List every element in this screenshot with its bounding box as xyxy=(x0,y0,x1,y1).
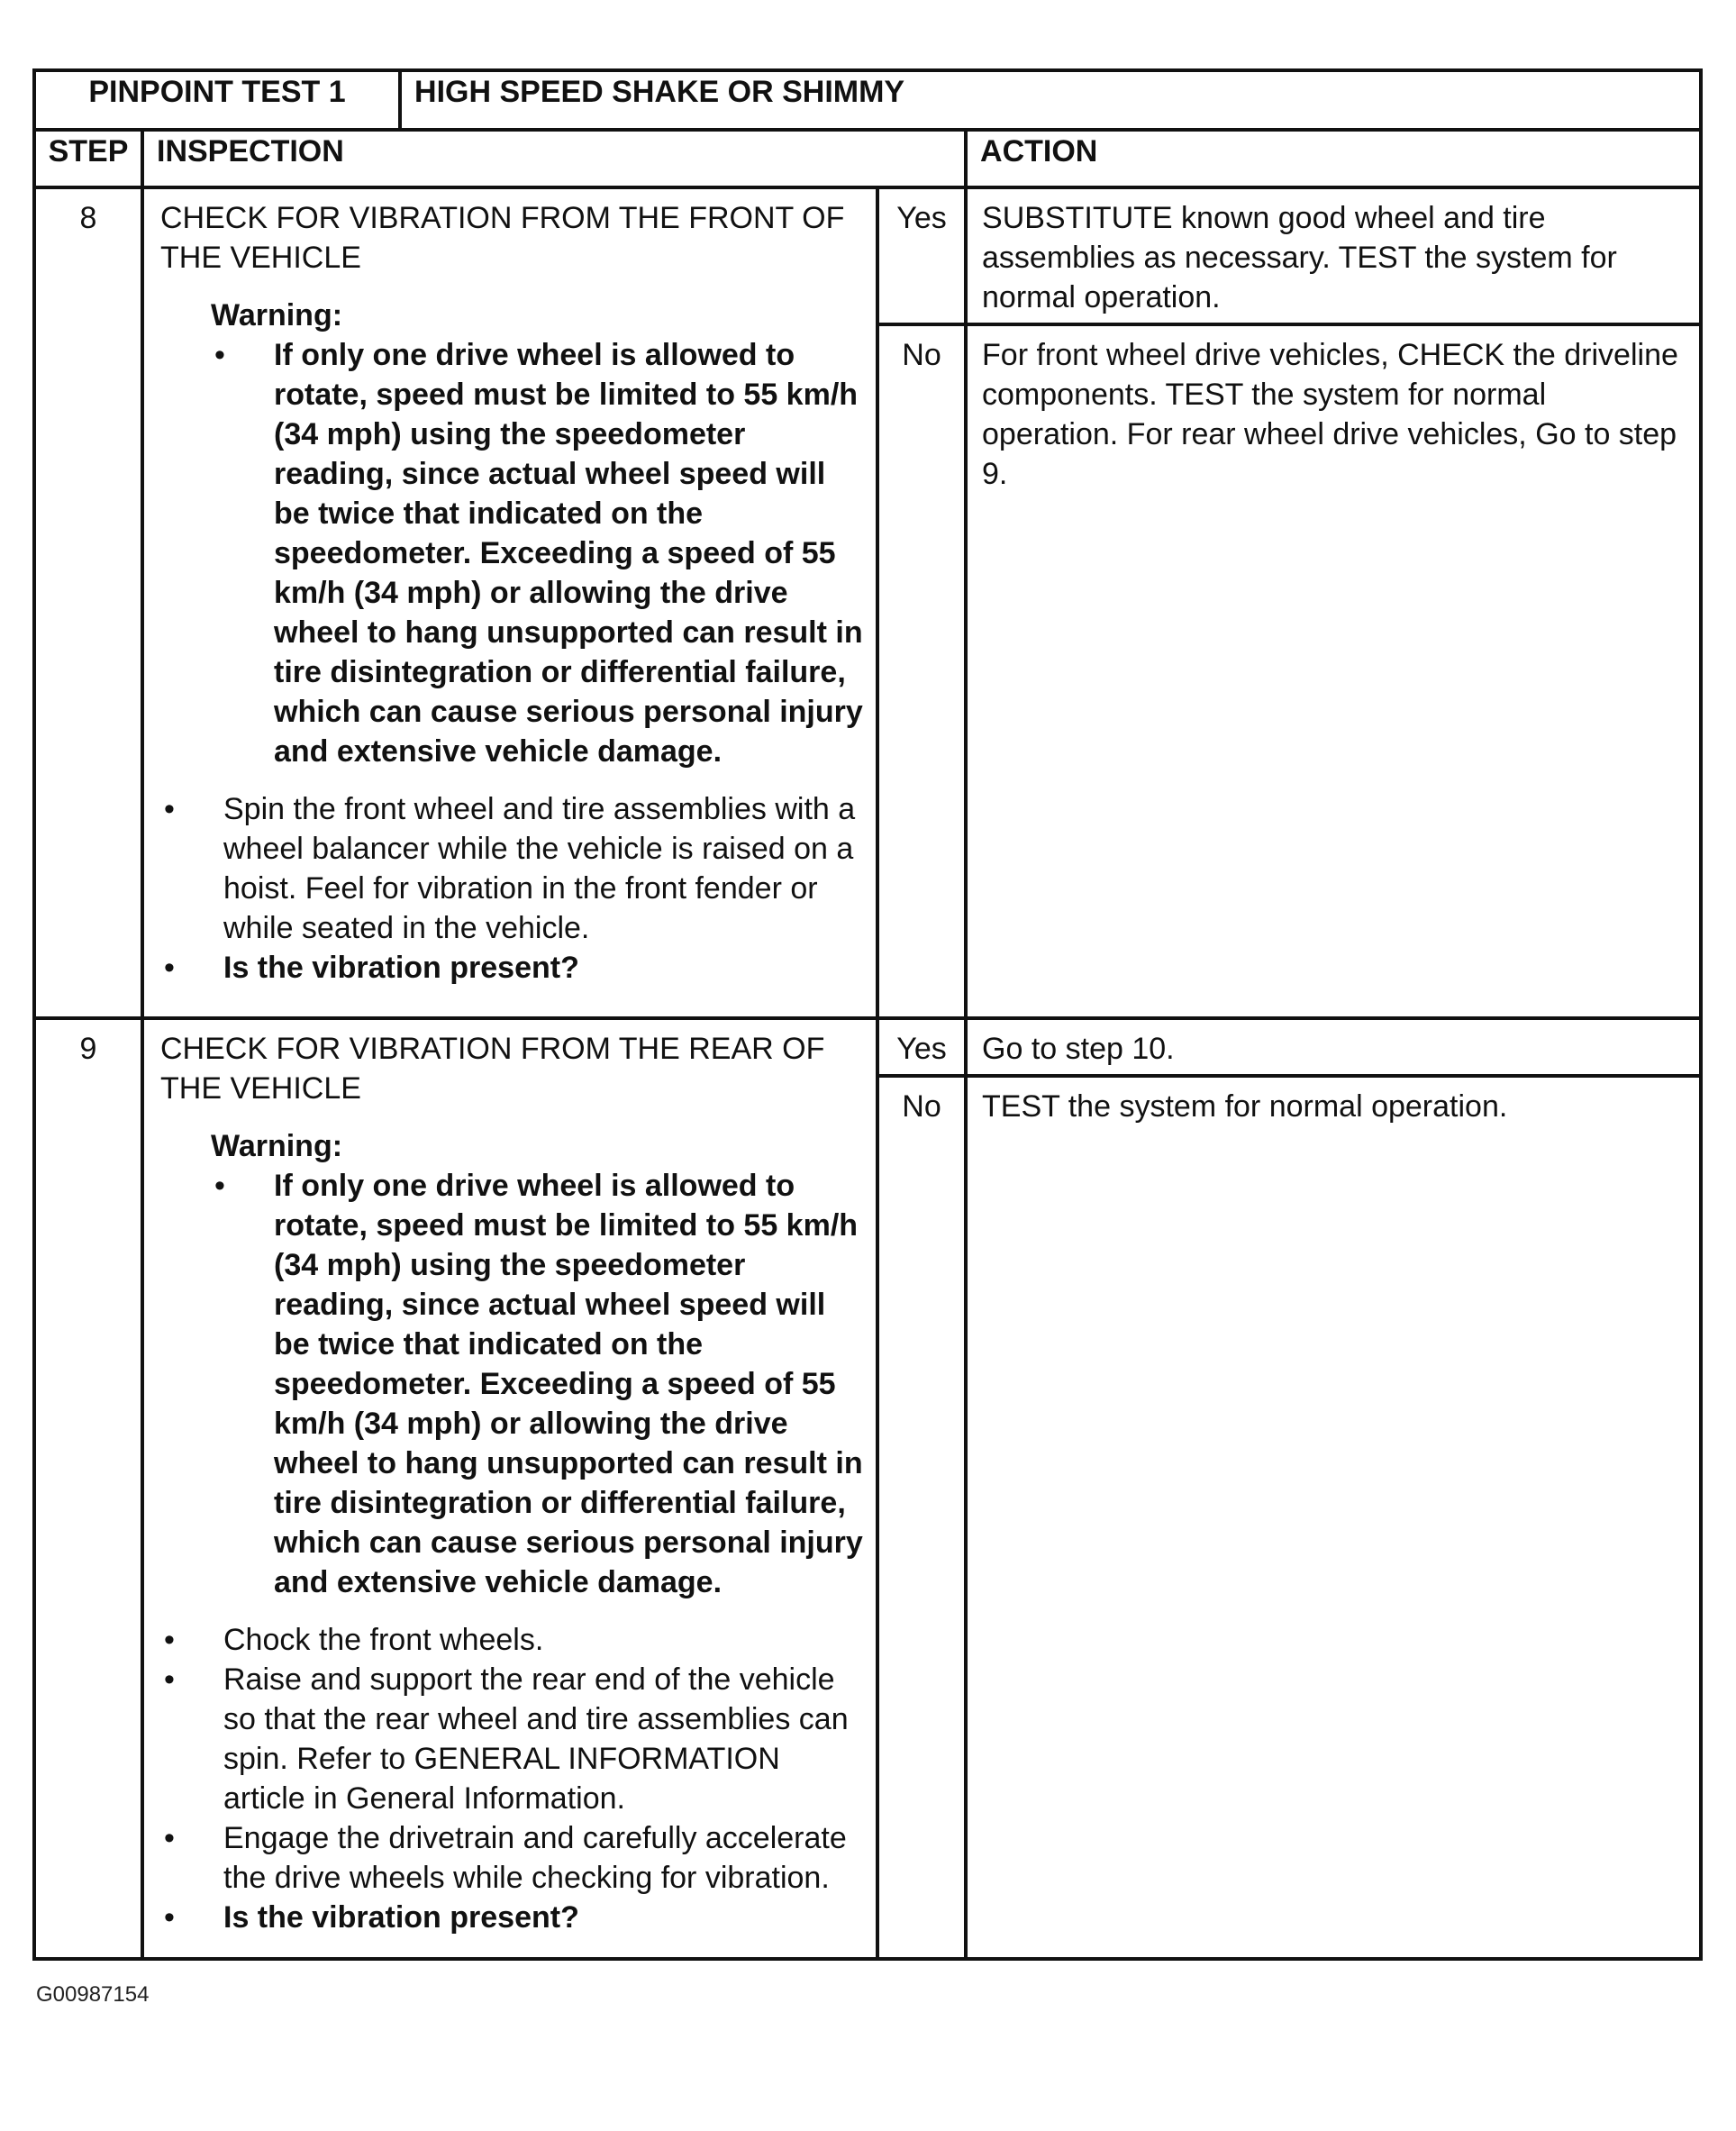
bullet-icon: • xyxy=(164,792,175,826)
procedure-list xyxy=(160,789,863,988)
warning-item xyxy=(211,335,863,771)
column-header-row xyxy=(34,130,1701,187)
question-text: Is the vibration present? xyxy=(223,1900,579,1935)
step-title: CHECK FOR VIBRATION FROM THE FRONT OF THE VEHICLE xyxy=(160,201,845,275)
step-title: CHECK FOR VIBRATION FROM THE REAR OF THE VEHICLE xyxy=(160,1032,825,1106)
yes-label: Yes xyxy=(877,1018,966,1076)
test-header-row xyxy=(34,70,1701,130)
pinpoint-test-sheet xyxy=(32,68,1703,1961)
step-8-yes-row xyxy=(34,187,1701,324)
question-text: Is the vibration present? xyxy=(223,951,579,985)
column-step: STEP xyxy=(34,130,142,187)
yes-action: SUBSTITUTE known good wheel and tire assemblies as necessary. TEST the system for normal operation. xyxy=(966,187,1701,324)
warning-label: Warning: xyxy=(211,298,343,332)
warning-label: Warning: xyxy=(211,1129,343,1163)
bullet-icon: • xyxy=(164,1662,175,1697)
yes-label: Yes xyxy=(877,187,966,324)
figure-code: G00987154 xyxy=(36,1982,150,2007)
procedure-item: • Spin the front wheel and tire assemblies with a wheel balancer while the vehicle is raised on a hoist. Feel for vibration in the front fender or while seated in the vehicle. xyxy=(160,789,863,948)
test-label: PINPOINT TEST 1 xyxy=(34,70,400,130)
procedure-item: • Chock the front wheels. xyxy=(160,1620,863,1660)
column-action: ACTION xyxy=(966,130,1701,187)
column-inspection: INSPECTION xyxy=(142,130,966,187)
step-inspection xyxy=(142,1018,877,1959)
procedure-item: • Raise and support the rear end of the vehicle so that the rear wheel and tire assemblies can spin. Refer to GENERAL INFORMATION article in General Information. xyxy=(160,1660,863,1818)
bullet-icon: • xyxy=(164,1623,175,1657)
bullet-icon: • xyxy=(164,1821,175,1855)
bullet-icon: • xyxy=(214,338,225,372)
bullet-icon: • xyxy=(214,1169,225,1203)
pinpoint-test-table xyxy=(32,68,1703,1961)
test-title: HIGH SPEED SHAKE OR SHIMMY xyxy=(400,70,1701,130)
procedure-item: • Engage the drivetrain and carefully accelerate the drive wheels while checking for vibration. xyxy=(160,1818,863,1898)
question-item xyxy=(160,1898,863,1937)
bullet-icon: • xyxy=(164,951,175,985)
step-number: 9 xyxy=(34,1018,142,1959)
step-number: 8 xyxy=(34,187,142,1018)
procedure-list xyxy=(160,1620,863,1937)
no-label: No xyxy=(877,324,966,1018)
yes-action: Go to step 10. xyxy=(966,1018,1701,1076)
warning-text: If only one drive wheel is allowed to rotate, speed must be limited to 55 km/h (34 mph) using the speedometer reading, since actual wheel speed will be twice that indicated on the speedometer. Exceeding a speed of 55 km/h (34 mph) or allowing the drive wheel to hang unsupported can result in tire disintegration or differential failure, which can cause serious personal injury and extensive vehicle damage. xyxy=(274,338,863,769)
bullet-icon: • xyxy=(164,1900,175,1935)
no-action: For front wheel drive vehicles, CHECK the driveline components. TEST the system for normal operation. For rear wheel drive vehicles, Go to step 9. xyxy=(966,324,1701,1018)
warning-text: If only one drive wheel is allowed to rotate, speed must be limited to 55 km/h (34 mph) using the speedometer reading, since actual wheel speed will be twice that indicated on the speedometer. Exceeding a speed of 55 km/h (34 mph) or allowing the drive wheel to hang unsupported can result in tire disintegration or differential failure, which can cause serious personal injury and extensive vehicle damage. xyxy=(274,1169,863,1599)
step-inspection xyxy=(142,187,877,1018)
warning-item xyxy=(211,1166,863,1602)
step-9-yes-row xyxy=(34,1018,1701,1076)
question-item xyxy=(160,948,863,988)
no-action: TEST the system for normal operation. xyxy=(966,1076,1701,1959)
no-label: No xyxy=(877,1076,966,1959)
